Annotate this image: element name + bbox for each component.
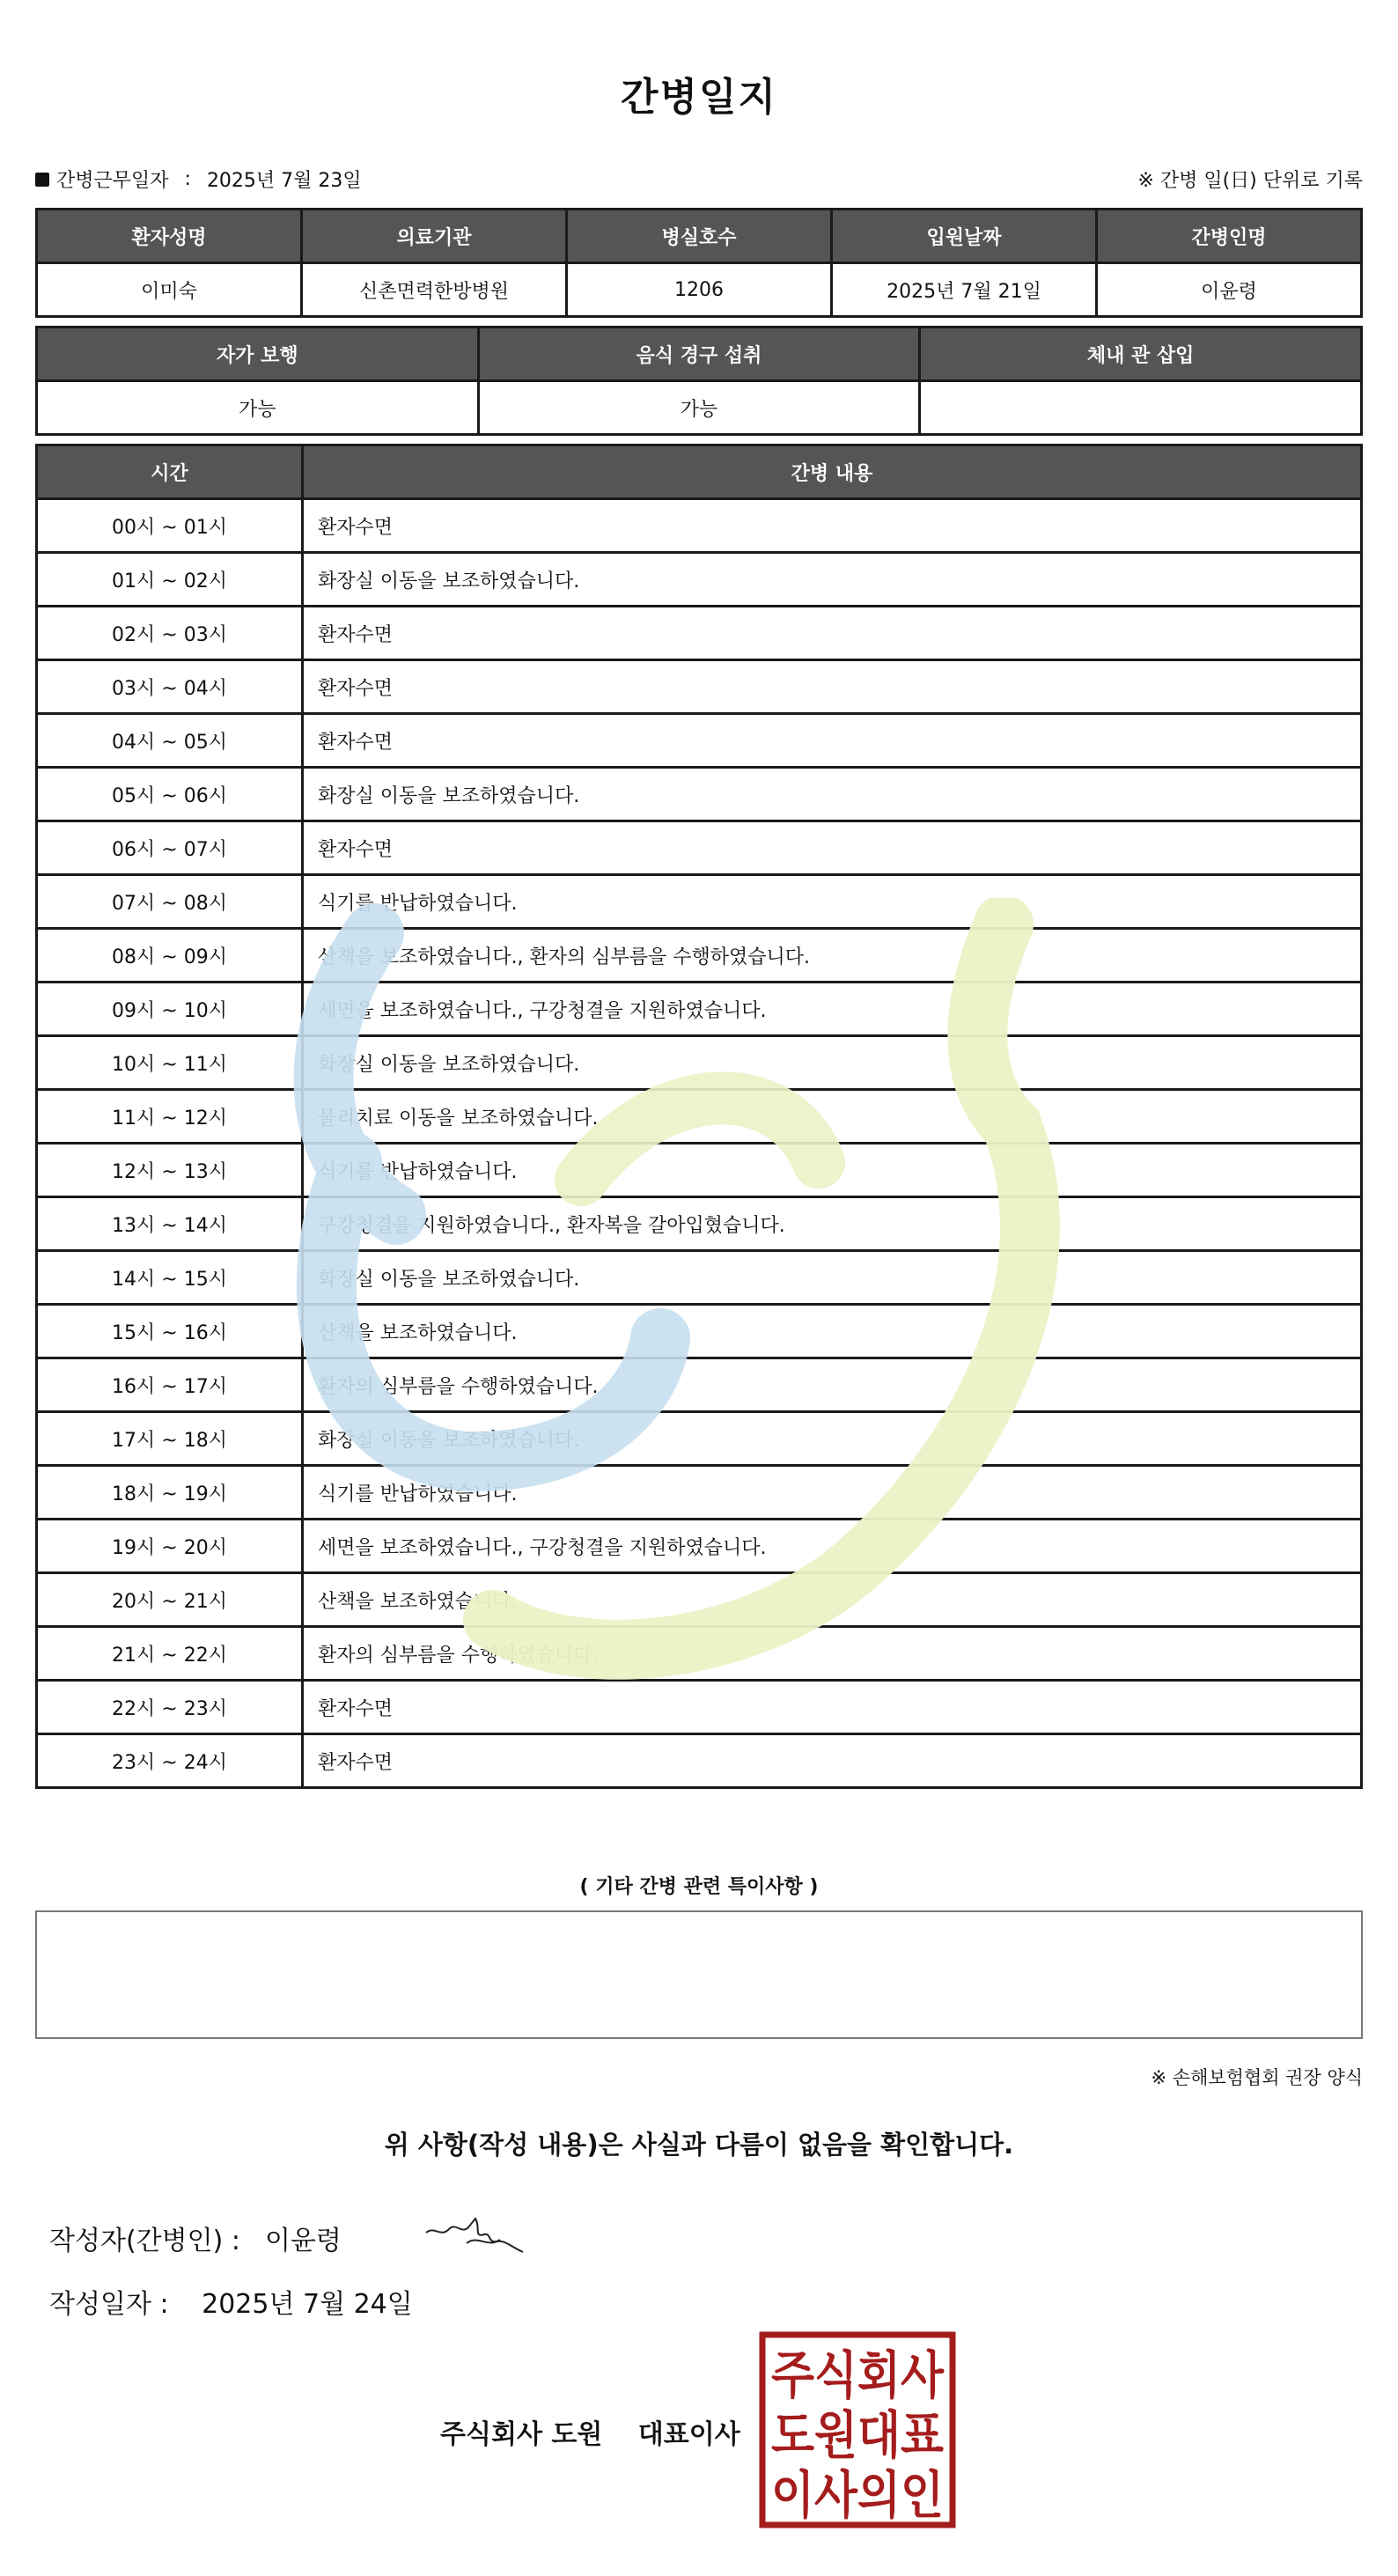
- care-log-time: 19시 ~ 20시: [37, 1520, 303, 1573]
- header-self-walking: 자가 보행: [37, 328, 479, 381]
- patient-info-header-row: [37, 210, 1362, 263]
- care-log-content: 화장실 이동을 보조하였습니다.: [303, 768, 1362, 821]
- care-log-time: 08시 ~ 09시: [37, 929, 303, 983]
- work-date-label: 간병근무일자: [56, 170, 169, 192]
- care-log-row: [37, 1520, 1362, 1573]
- caregiver-name: 이윤령: [1097, 263, 1362, 317]
- care-log-row: [37, 821, 1362, 875]
- header-tube-insertion: 체내 관 삽입: [920, 328, 1362, 381]
- care-log-time: 09시 ~ 10시: [37, 983, 303, 1036]
- signature-icon: [423, 2208, 528, 2264]
- work-date-separator: :: [184, 168, 191, 190]
- written-date-label: 작성일자 :: [49, 2289, 169, 2320]
- ability-header-row: [37, 328, 1362, 381]
- care-log-content: 화장실 이동을 보조하였습니다.: [303, 1412, 1362, 1466]
- header-time: 시간: [37, 445, 303, 499]
- care-log-content: 환자수면: [303, 499, 1362, 553]
- care-log-row: [37, 553, 1362, 607]
- care-log-time: 22시 ~ 23시: [37, 1681, 303, 1734]
- care-log-time: 06시 ~ 07시: [37, 821, 303, 875]
- patient-name: 이미숙: [37, 263, 302, 317]
- ability-value-row: [37, 381, 1362, 435]
- header-hospital: 의료기관: [302, 210, 567, 263]
- care-log-time: 23시 ~ 24시: [37, 1734, 303, 1788]
- patient-info-table: [35, 208, 1363, 318]
- self-walking-value: 가능: [37, 381, 479, 435]
- work-date: [35, 166, 362, 193]
- header-caregiver-name: 간병인명: [1097, 210, 1362, 263]
- care-log-content: 환자의 심부름을 수행하였습니다.: [303, 1358, 1362, 1412]
- care-log-row: [37, 875, 1362, 929]
- care-log-time: 13시 ~ 14시: [37, 1197, 303, 1251]
- care-log-content: 환자수면: [303, 714, 1362, 768]
- special-notes-box: [35, 1910, 1363, 2039]
- patient-ability-table: [35, 326, 1363, 436]
- care-log-row: [37, 1090, 1362, 1144]
- care-log-row: [37, 1734, 1362, 1788]
- company-seal-icon: [759, 2331, 956, 2528]
- care-log-row: [37, 983, 1362, 1036]
- seal-line-1: 주식회사: [771, 2345, 945, 2405]
- header-room-number: 병실호수: [567, 210, 832, 263]
- care-log-header-row: [37, 445, 1362, 499]
- document-title: 간병일지: [620, 75, 777, 120]
- care-log-content: 환자수면: [303, 607, 1362, 660]
- care-log-row: [37, 1627, 1362, 1681]
- patient-info-value-row: [37, 263, 1362, 317]
- care-log-row: [37, 1305, 1362, 1358]
- company-line: [440, 2412, 740, 2451]
- oral-intake-value: 가능: [478, 381, 920, 435]
- care-log-row: [37, 660, 1362, 714]
- care-log-time: 07시 ~ 08시: [37, 875, 303, 929]
- confirmation-statement: 위 사항(작성 내용)은 사실과 다름이 없음을 확인합니다.: [384, 2130, 1014, 2160]
- care-log-time: 04시 ~ 05시: [37, 714, 303, 768]
- seal-line-3: 이사의인: [771, 2465, 944, 2525]
- unit-note: ※ 간병 일(日) 단위로 기록: [1137, 170, 1363, 192]
- tube-insertion-value: [920, 381, 1362, 435]
- care-log-row: [37, 1412, 1362, 1466]
- header-admission-date: 입원날짜: [832, 210, 1097, 263]
- care-log-time: 21시 ~ 22시: [37, 1627, 303, 1681]
- room-number: 1206: [567, 263, 832, 317]
- care-log-time: 14시 ~ 15시: [37, 1251, 303, 1305]
- admission-date: 2025년 7월 21일: [832, 263, 1097, 317]
- care-log-row: [37, 929, 1362, 983]
- care-log-content: 환자수면: [303, 821, 1362, 875]
- care-log-content: 물리치료 이동을 보조하였습니다.: [303, 1090, 1362, 1144]
- form-source-note: ※ 손해보험협회 권장 양식: [1151, 2067, 1363, 2088]
- care-log-row: [37, 714, 1362, 768]
- care-log-row: [37, 1251, 1362, 1305]
- written-date-value: 2025년 7월 24일: [202, 2289, 413, 2320]
- care-log-body: [37, 499, 1362, 1788]
- care-log-time: 12시 ~ 13시: [37, 1144, 303, 1197]
- care-log-row: [37, 1358, 1362, 1412]
- writer-line: [49, 2219, 342, 2257]
- care-log-content: 산책을 보조하였습니다., 환자의 심부름을 수행하였습니다.: [303, 929, 1362, 983]
- care-log-time: 15시 ~ 16시: [37, 1305, 303, 1358]
- care-log-time: 16시 ~ 17시: [37, 1358, 303, 1412]
- care-log-row: [37, 1466, 1362, 1520]
- care-log-row: [37, 607, 1362, 660]
- care-log-row: [37, 499, 1362, 553]
- care-log-time: 17시 ~ 18시: [37, 1412, 303, 1466]
- care-log-time: 11시 ~ 12시: [37, 1090, 303, 1144]
- care-log-row: [37, 1197, 1362, 1251]
- writer-name: 이윤령: [264, 2226, 342, 2256]
- care-log-time: 03시 ~ 04시: [37, 660, 303, 714]
- care-log-content: 환자수면: [303, 1681, 1362, 1734]
- care-log-content: 환자의 심부름을 수행하였습니다.: [303, 1627, 1362, 1681]
- care-log-time: 05시 ~ 06시: [37, 768, 303, 821]
- care-log-content: 환자수면: [303, 660, 1362, 714]
- care-log-content: 화장실 이동을 보조하였습니다.: [303, 1251, 1362, 1305]
- care-log-time: 01시 ~ 02시: [37, 553, 303, 607]
- header-care-content: 간병 내용: [303, 445, 1362, 499]
- care-log-row: [37, 1036, 1362, 1090]
- care-log-content: 화장실 이동을 보조하였습니다.: [303, 553, 1362, 607]
- care-log-content: 구강청결을 지원하였습니다., 환자복을 갈아입혔습니다.: [303, 1197, 1362, 1251]
- header-oral-intake: 음식 경구 섭취: [478, 328, 920, 381]
- care-log-content: 세면을 보조하였습니다., 구강청결을 지원하였습니다.: [303, 983, 1362, 1036]
- care-log-content: 식기를 반납하였습니다.: [303, 1466, 1362, 1520]
- care-log-row: [37, 768, 1362, 821]
- special-notes-title: ( 기타 간병 관련 특이사항 ): [579, 1876, 819, 1898]
- care-log-content: 환자수면: [303, 1734, 1362, 1788]
- seal-line-2: 도원대표: [771, 2405, 944, 2465]
- care-log-content: 세면을 보조하였습니다., 구강청결을 지원하였습니다.: [303, 1520, 1362, 1573]
- bullet-square-icon: [35, 173, 49, 187]
- care-log-time: 18시 ~ 19시: [37, 1466, 303, 1520]
- company-name: 주식회사 도원: [440, 2419, 603, 2450]
- care-log-row: [37, 1144, 1362, 1197]
- care-log-content: 식기를 반납하였습니다.: [303, 1144, 1362, 1197]
- care-log-time: 02시 ~ 03시: [37, 607, 303, 660]
- header-patient-name: 환자성명: [37, 210, 302, 263]
- care-log-content: 산책을 보조하였습니다.: [303, 1573, 1362, 1627]
- company-title: 대표이사: [637, 2419, 740, 2450]
- care-log-row: [37, 1681, 1362, 1734]
- care-log-row: [37, 1573, 1362, 1627]
- care-log-content: 식기를 반납하였습니다.: [303, 875, 1362, 929]
- care-log-time: 20시 ~ 21시: [37, 1573, 303, 1627]
- hospital-name: 신촌면력한방병원: [302, 263, 567, 317]
- care-log-table: [35, 444, 1363, 1789]
- care-log-time: 00시 ~ 01시: [37, 499, 303, 553]
- written-date-line: [49, 2282, 413, 2321]
- care-log-time: 10시 ~ 11시: [37, 1036, 303, 1090]
- work-date-value: 2025년 7월 23일: [206, 170, 362, 192]
- meta-row: [35, 166, 1363, 192]
- care-log-content: 화장실 이동을 보조하였습니다.: [303, 1036, 1362, 1090]
- writer-label: 작성자(간병인) :: [49, 2226, 240, 2256]
- care-log-content: 산책을 보조하였습니다.: [303, 1305, 1362, 1358]
